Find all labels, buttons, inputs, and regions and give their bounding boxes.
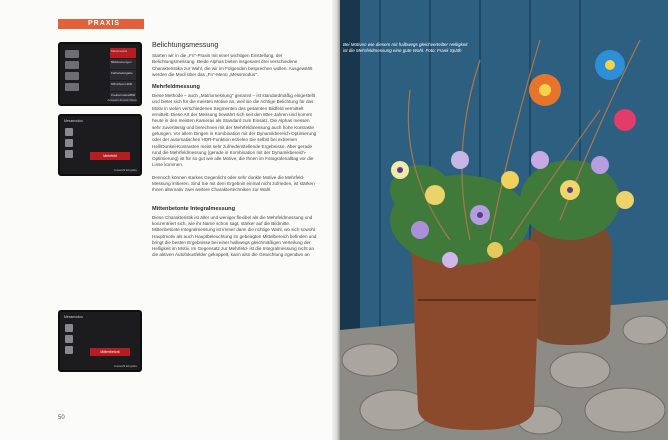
selected-mode: Mittenbetont — [90, 348, 130, 356]
menu-icon — [65, 83, 79, 91]
multi-segment-paragraph: Diese Methode – auch „Matrixmessung“ genannt – ist standardmäßig eingestellt und bietet sich für die meisten Motive an, weil sie die richtige Belichtung für das Motiv in vielen verschiedenen Segmenten des gesamten Bildfeld vermittelt ermittelt. Diese Art der Messung bewährt sich seit den 80er-Jahren und kommt heute in den meisten Kameras als Standard zum Einsatz. Die Alphas messen sehr zuverlässig und berechnen mit der Mehrfeldmessung auch hohe Kontraste gelungen. Vor allem Dingen in Kombination mit der Dynamikbereich-Optimierung oder der automatischen HDR-Funktion erzielen Sie selbst bei extremen Hell/Dunkel-Kontrasten meist sehr zufriedenstellende Ergebnisse. Aber gerade rund die Mehrfeldmessung (gerade in Kombination mit der Dynamikbereich-Optimierung) ist für so gut wie alle Motive, die Ihnen im Fotografenalltag vor die Linse kommen. — [152, 93, 317, 168]
main-heading: Belichtungsmessung — [152, 40, 219, 49]
section-tag: PRAXIS — [58, 19, 144, 29]
rear-jar — [530, 226, 612, 345]
center-weighted-icon — [65, 335, 73, 343]
subheading-multi-segment: Mehrfeldmessung — [152, 84, 200, 91]
fn-menu-item: Messmodus — [110, 48, 136, 58]
intro-paragraph: Starten wir in die „Fn“-Praxis mit einer wichtigen Einstellung, der Belichtungsmessung. Beide Alphas bieten insgesamt drei verschiedene Charakteristika zur Wahl, die wir im Folgenden besprechen wollen. Ausgewählt werden die Modi über das „Fn“-Menü „Messmodus“. — [152, 53, 313, 77]
multi-segment-icon — [65, 324, 73, 332]
camera-menu-title: Messmodus — [64, 119, 83, 123]
menu-icon — [65, 50, 79, 58]
fn-menu-item: Kreativmodus/Bild — [110, 92, 136, 102]
multi-segment-icon — [65, 128, 73, 136]
page-number: 50 — [58, 415, 65, 421]
camera-hint: Auswahl Eingabe — [113, 364, 137, 368]
photo-caption: Bei Motiven wie diesem mit halbwegs gleichverteilter Helligkeit ist die Mehrfeldmessung eine gute Wahl. Foto: Frank Späth — [343, 42, 468, 53]
camera-menu-title: Messmodus — [64, 315, 83, 319]
fn-menu-list — [110, 48, 136, 103]
backlight-paragraph: Dennoch können starkes Gegenlicht oder sehr dunkle Motive die Mehrfeld-Messung irritieren. Sind Sie mit dem Ergebnis einmal nicht zufrieden, ist stärken Ihnen alternativ zwei weitere Charaktertechniken zur Wahl. — [152, 174, 315, 193]
mode-icon-column — [65, 128, 73, 158]
mode-icon-column — [65, 324, 73, 354]
flower-photo-illustration — [340, 0, 668, 440]
center-weighted-icon — [65, 139, 73, 147]
fn-icon-column — [65, 50, 79, 98]
camera-screen-multi-segment — [58, 114, 142, 176]
spot-icon — [65, 150, 73, 158]
center-weighted-paragraph: Diese Charakteristik ist älter und weniger flexibel als die Mehrfeldmessung und konzentriert sich, wie ihr Name schon sagt, stärker auf die Bildmitte. Mittenbetonte Integralmessung ist immer dann die richtige Wahl, wo sich sowohl Hauptmotiv als auch Hauptbeleuchtung im gebeugten Mittelbereich befinden und bringt die besten Ergebnisse bei einer halbwegs gleichmäßigen Verteilung der Helligkeit im Motiv. Im Gegensatz zur Mehrfeld- ist die Integralmessung nicht an die aktiven Autofokusfelder gekoppelt, kann also die Gewichtung irgendwo an — [152, 214, 317, 258]
camera-hint: Auswahl Zurück Menü — [107, 98, 137, 102]
fn-menu-item: DRO/Auto HDR — [110, 81, 136, 91]
subheading-center-weighted: Mittenbetonte Integralmessung — [152, 205, 235, 212]
camera-screen-center-weighted — [58, 310, 142, 372]
article-text — [152, 40, 317, 265]
camera-screen-fn-menu — [58, 42, 142, 106]
flower-photo — [340, 0, 668, 440]
fn-menu-item: Farbwiedergabe — [110, 70, 136, 80]
menu-icon — [65, 61, 79, 69]
menu-icon — [65, 72, 79, 80]
front-jar — [411, 240, 541, 430]
camera-hint: Auswahl Eingabe — [113, 168, 137, 172]
fn-menu-item: Bildstreinungen — [110, 59, 136, 69]
selected-mode: Mehrfeld — [90, 152, 130, 160]
spot-icon — [65, 346, 73, 354]
book-gutter — [332, 0, 340, 440]
